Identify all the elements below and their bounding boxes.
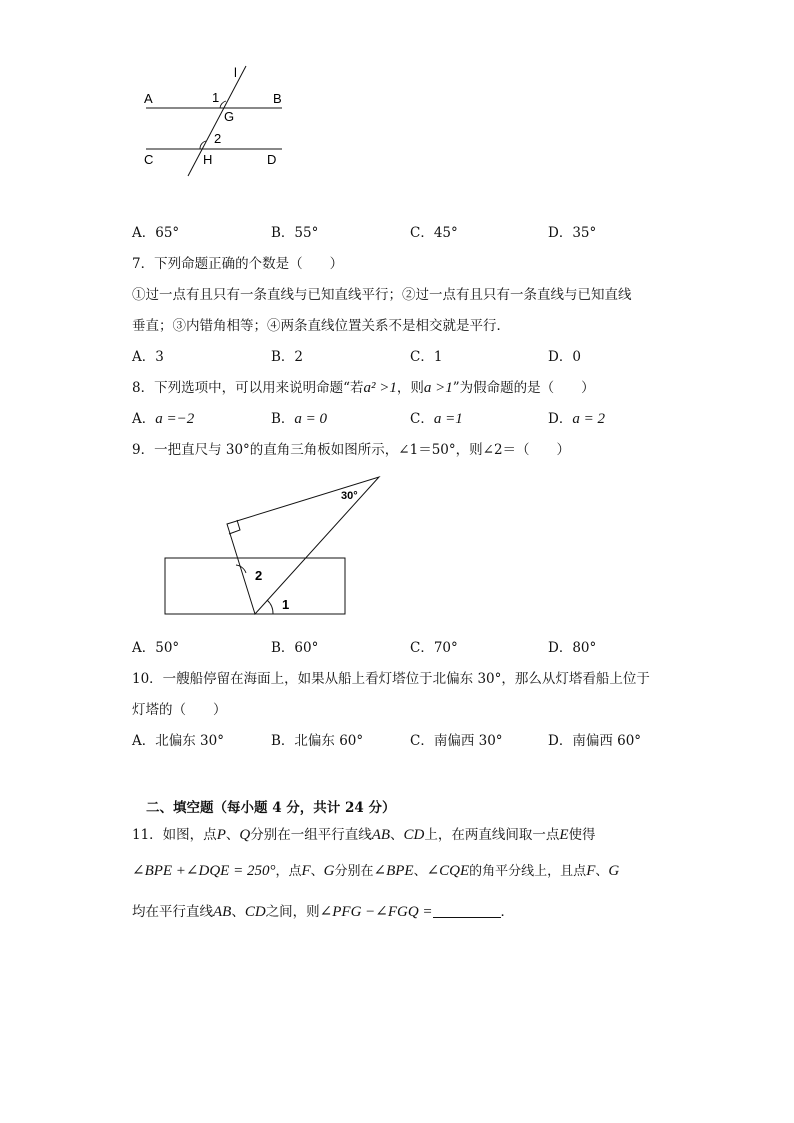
q11-l2-c: 分别在 <box>334 864 374 879</box>
label-l: l <box>234 65 237 80</box>
label-h: H <box>203 152 213 167</box>
q11-l1-c: 分别在一组平行直线 <box>250 827 372 843</box>
angle-1-arc <box>220 101 226 108</box>
q8-option-a <box>132 410 194 428</box>
label-30: 30° <box>341 490 358 502</box>
q8-stem-c: ”为假命题的是（ ） <box>452 380 595 396</box>
label-b: B <box>273 91 282 106</box>
q11-cd2: CD <box>244 904 266 920</box>
q11-l3-end: ． <box>500 904 515 920</box>
q11-answer-blank[interactable] <box>433 903 501 918</box>
q10-option-d: D．南偏西 60° <box>548 733 642 749</box>
q8-option-b-label: B． <box>271 411 295 427</box>
q9-option-a: A．50° <box>132 640 180 656</box>
q7-stem: 7．下列命题正确的个数是（ ） <box>132 256 344 272</box>
q8-stem <box>132 379 595 397</box>
parallel-lines-figure <box>140 62 300 182</box>
label-2: 2 <box>255 568 263 583</box>
q6-option-b: B．55° <box>271 225 319 241</box>
q11-l2-e: 的角平分线上，且点 <box>469 864 587 879</box>
q11-l1-e: 上，在两直线间取一点 <box>424 827 560 843</box>
q11-l1-b: 、 <box>225 827 240 843</box>
q6-option-a: A．65° <box>132 225 180 241</box>
q8-option-c-label: C． <box>410 411 434 427</box>
q11-line1 <box>132 826 596 844</box>
q8-option-d-math: a = 2 <box>572 411 605 427</box>
q11-p: P <box>216 827 226 843</box>
q6-option-c: C．45° <box>410 225 458 241</box>
q11-q: Q <box>239 827 251 843</box>
q11-l3-math: ∠PFG −∠FGQ = <box>319 904 433 920</box>
q11-l2-math2: ∠BPE <box>373 863 414 879</box>
q8-option-d <box>548 410 605 428</box>
q6-option-d: D．35° <box>548 225 597 241</box>
q7-option-a: A．3 <box>132 349 164 365</box>
q8-option-b-math: a = 0 <box>294 411 328 427</box>
label-g: G <box>224 109 235 124</box>
q11-l2-math3: ∠CQE <box>426 863 470 879</box>
q7-option-b: B．2 <box>271 349 304 365</box>
q8-cond1: a² >1 <box>363 380 397 396</box>
angle-1-arc <box>267 600 273 614</box>
q11-l1-d: 、 <box>390 827 404 843</box>
q11-g: G <box>323 863 335 879</box>
q10-line2: 灯塔的（ ） <box>132 702 227 718</box>
label-1: 1 <box>282 597 290 612</box>
q11-cd: CD <box>403 827 425 843</box>
transversal-l <box>188 66 246 176</box>
q8-stem-a: 8．下列选项中，可以用来说明命题“若 <box>132 380 364 396</box>
q11-line2 <box>132 862 619 881</box>
q9-stem: 9．一把直尺与 30°的直角三角板如图所示，∠1＝50°，则∠2＝（ ） <box>132 442 571 458</box>
q8-option-d-label: D． <box>548 411 573 427</box>
q11-l2-a: ，点 <box>275 864 302 879</box>
q11-l2-d: 、 <box>413 864 427 879</box>
label-2: 2 <box>214 131 222 146</box>
section-2-title: 二、填空题（每小题 4 分，共计 24 分） <box>146 800 396 816</box>
q7-option-c: C．1 <box>410 349 443 365</box>
q11-f2: F <box>586 863 596 879</box>
ruler-triangle-figure <box>160 472 390 620</box>
q11-ab: AB <box>371 827 391 843</box>
ruler-rect <box>165 558 345 614</box>
q8-option-a-math: a =−2 <box>155 411 195 427</box>
label-a: A <box>144 91 153 106</box>
label-1: 1 <box>212 90 220 105</box>
q10-option-b: B．北偏东 60° <box>271 733 364 749</box>
q10-line1: 10．一艘船停留在海面上，如果从船上看灯塔位于北偏东 30°，那么从灯塔看船上位于 <box>132 671 650 687</box>
q7-option-d: D．0 <box>548 349 581 365</box>
q11-line3 <box>132 903 514 921</box>
q11-l3-b: 、 <box>231 904 245 920</box>
q8-option-b <box>271 410 327 428</box>
q8-option-c-math: a =1 <box>433 411 463 427</box>
label-c: C <box>144 152 154 167</box>
q7-line1: ①过一点有且只有一条直线与已知直线平行；②过一点有且只有一条直线与已知直线 <box>132 287 632 303</box>
q8-stem-b: ，则 <box>396 380 424 396</box>
q7-line2: 垂直；③内错角相等；④两条直线位置关系不是相交就是平行． <box>132 318 510 334</box>
q10-option-c: C．南偏西 30° <box>410 733 503 749</box>
q9-option-c: C．70° <box>410 640 458 656</box>
q11-l1-f: 使得 <box>568 827 596 843</box>
q9-option-d: D．80° <box>548 640 597 656</box>
q8-cond2: a >1 <box>423 380 453 396</box>
label-d: D <box>267 152 277 167</box>
q11-l2-b: 、 <box>310 864 324 879</box>
q11-l1-a: 11．如图，点 <box>132 827 217 843</box>
q11-ab2: AB <box>213 904 232 920</box>
q11-f: F <box>301 863 311 879</box>
q11-g2: G <box>608 863 620 879</box>
q9-option-b: B．60° <box>271 640 319 656</box>
q11-l3-c: 之间，则 <box>265 904 320 920</box>
q11-l2-math: ∠BPE +∠DQE = 250° <box>132 863 276 879</box>
q10-option-a: A．北偏东 30° <box>132 733 224 749</box>
q11-l2-f: 、 <box>595 864 609 879</box>
q8-option-c <box>410 410 463 428</box>
q11-e: E <box>559 827 569 843</box>
q8-option-a-label: A． <box>132 411 156 427</box>
q11-l3-a: 均在平行直线 <box>132 904 213 920</box>
